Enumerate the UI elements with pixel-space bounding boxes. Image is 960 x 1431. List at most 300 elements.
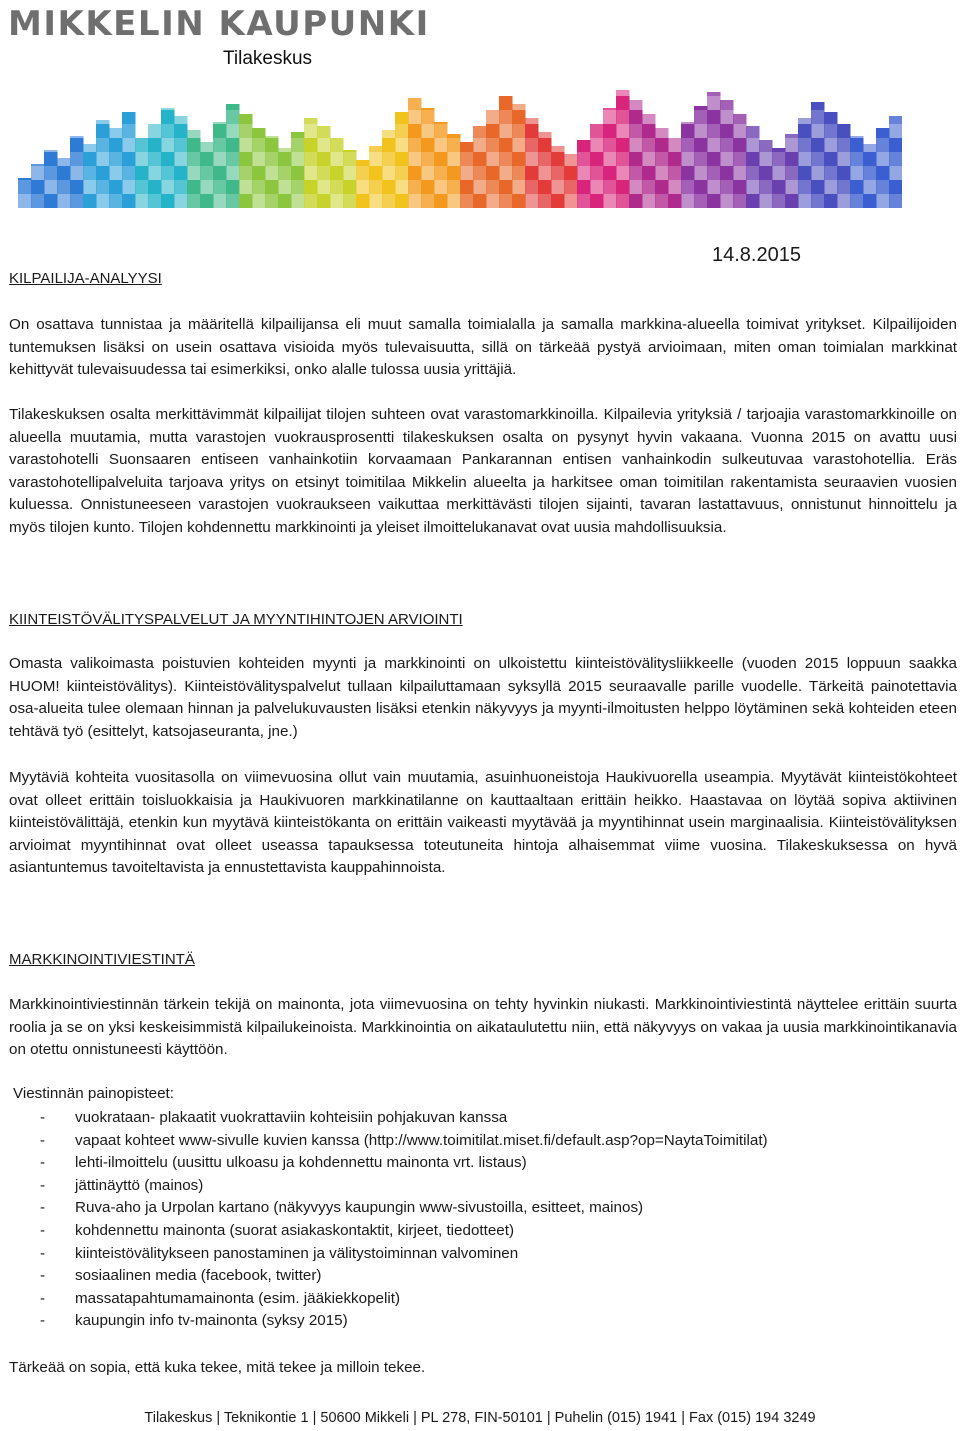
logo-color-bars — [18, 84, 902, 208]
paragraph-sales-prices: Myytäviä kohteita vuositasolla on viimevuosina ollut vain muutamia, asuinhuoneistoja Haukivuorella useampia. Myytävät kiinteistökohteet ovat olleet erittäin toisluokkaisia ja Haukivuoren markkinatilanne on kauttaaltaan erittäin heikko. Haastavaa on löytää sopiva aktiivinen kiinteistövälittäjä, etenkin kun myytävä kiinteistökanta on erittäin vaikeasti myytävää ja myyntihinnat usein marginaalisia. Kiinteistövälityksen arvioimat myyntihinnat ovat olleet useassa tapauksessa toteutuneita hintoja alhaisemmat viime vuosina. Tilakeskuksessa on hyvä asiantuntemus tavoiteltavista ja ennustettavista kauppahinnoista. — [9, 769, 957, 877]
logo-bar-block — [57, 194, 71, 208]
logo-bar-block — [421, 152, 435, 166]
logo-bar-block — [785, 194, 799, 208]
logo-bar-block — [577, 166, 591, 180]
logo-bar-block — [317, 152, 331, 166]
logo-bar-block — [96, 138, 110, 152]
logo-bar-block — [174, 166, 188, 180]
logo-bar-block — [733, 152, 747, 166]
logo-bar-block — [837, 152, 851, 166]
logo-bar-block — [213, 180, 227, 194]
paragraph-outsourced-sales: Omasta valikoimasta poistuvien kohteiden myynti ja markkinointi on ulkoistettu kiinteistövälitysliikkeelle (vuoden 2015 loppuun saakka HUOM! kiinteistövälitys). Kiinteistövälityspalvelut tullaan kilpailuttamaan syksyllä 2015 seuraavalle parille vuodelle. Tärkeitä painotettavia osa-alueita tulee olemaan hinnan ja palvelukuvausten lisäksi etenkin näkyvyys ja myynti-ilmoitusten helppo löytäminen sekä kohteiden eteen tehtävä työ (esittelyt, katsojaseuranta, jne.) — [9, 655, 957, 740]
logo-bar-block — [187, 166, 201, 180]
logo-bar-block — [148, 138, 162, 152]
logo-bar-block — [616, 124, 630, 138]
logo-bar-block — [343, 150, 357, 152]
logo-bar-block — [317, 180, 331, 194]
logo-bar-block — [525, 194, 539, 208]
logo-bar-block — [720, 124, 734, 138]
logo-bar-block — [265, 166, 279, 180]
logo-bar-block — [44, 194, 58, 208]
logo-bar-block — [122, 180, 136, 194]
logo-bar-block — [473, 126, 487, 138]
logo-bar-block — [681, 166, 695, 180]
logo-bar-block — [70, 138, 84, 152]
logo-bar-block — [499, 124, 513, 138]
logo-bar-block — [187, 130, 201, 138]
logo-bar-block — [83, 180, 97, 194]
logo-bar-block — [538, 180, 552, 194]
logo-bar-block — [356, 180, 370, 194]
logo-bar-block — [538, 132, 552, 138]
dash-marker: - — [40, 1154, 46, 1172]
logo-bar-block — [161, 124, 175, 138]
logo-bar-block — [850, 152, 864, 166]
logo-bar-block — [148, 180, 162, 194]
logo-bar-block — [616, 152, 630, 166]
logo-bar-block — [486, 110, 500, 124]
logo-bar-block — [512, 180, 526, 194]
logo-bar-block — [798, 138, 812, 152]
logo-bar-block — [187, 180, 201, 194]
logo-bar-block — [798, 194, 812, 208]
logo-bar-block — [681, 124, 695, 138]
logo-bar-block — [512, 138, 526, 152]
logo-bar-block — [629, 166, 643, 180]
logo-bar-block — [733, 180, 747, 194]
logo-bar-block — [291, 180, 305, 194]
logo-bar-block — [759, 180, 773, 194]
logo-bar-block — [759, 166, 773, 180]
logo-bar-block — [564, 180, 578, 194]
logo-bar-block — [564, 194, 578, 208]
logo-bar-block — [278, 166, 292, 180]
logo-bar-block — [304, 180, 318, 194]
logo-bar-block — [824, 124, 838, 138]
logo-bar-block — [135, 194, 149, 208]
logo-bar-block — [369, 152, 383, 166]
logo-bar-block — [226, 104, 240, 110]
logo-bar-block — [642, 180, 656, 194]
logo-bar-block — [265, 136, 279, 138]
logo-bar-block — [278, 148, 292, 152]
logo-bar-block — [629, 180, 643, 194]
logo-bar-block — [265, 180, 279, 194]
logo-bar-block — [889, 116, 902, 124]
logo-bar-block — [720, 100, 734, 110]
logo-bar-block — [876, 194, 890, 208]
logo-bar-block — [811, 124, 825, 138]
logo-bar-block — [655, 138, 669, 152]
logo-bar-block — [837, 194, 851, 208]
logo-bar-block — [499, 194, 513, 208]
communication-focus-list — [40, 1107, 768, 1333]
logo-bar-block — [421, 166, 435, 180]
logo-bar-block — [707, 152, 721, 166]
logo-bar-block — [447, 166, 461, 180]
logo-bar-block — [759, 152, 773, 166]
logo-bar-block — [824, 180, 838, 194]
logo-bar-block — [460, 180, 474, 194]
logo-bar-block — [96, 124, 110, 138]
logo-bar-block — [629, 138, 643, 152]
logo-bar-block — [486, 166, 500, 180]
logo-bar-block — [109, 180, 123, 194]
logo-bar-block — [707, 92, 721, 96]
logo-bar-block — [668, 180, 682, 194]
logo-bar-block — [720, 152, 734, 166]
logo-bar-block — [31, 166, 45, 180]
logo-bar-block — [473, 152, 487, 166]
logo-bar-block — [408, 124, 422, 138]
logo-bar-block — [616, 180, 630, 194]
logo-bar-block — [512, 166, 526, 180]
dash-marker: - — [40, 1199, 46, 1217]
logo-bar-block — [629, 100, 643, 110]
logo-bar-block — [590, 124, 604, 138]
logo-bar-block — [551, 180, 565, 194]
logo-bar-block — [655, 194, 669, 208]
logo-bar-block — [174, 124, 188, 138]
logo-bar-block — [395, 124, 409, 138]
logo-bar-block — [330, 152, 344, 166]
logo-bar-block — [161, 108, 175, 110]
logo-bar-block — [382, 138, 396, 152]
dash-marker: - — [40, 1267, 46, 1285]
logo-bar-block — [239, 124, 253, 138]
list-item — [40, 1197, 768, 1220]
logo-bar-block — [811, 152, 825, 166]
logo-bar-block — [395, 180, 409, 194]
logo-bar-block — [44, 166, 58, 180]
logo-bar-block — [460, 142, 474, 152]
logo-bar-block — [772, 194, 786, 208]
logo-bar-block — [889, 194, 902, 208]
logo-bar-block — [161, 152, 175, 166]
logo-bar-block — [317, 166, 331, 180]
logo-bar-block — [486, 152, 500, 166]
logo-bar-block — [577, 180, 591, 194]
logo-bar-block — [824, 112, 838, 124]
logo-bar-block — [486, 138, 500, 152]
logo-bar-block — [499, 166, 513, 180]
logo-bar-block — [824, 152, 838, 166]
logo-bar-block — [252, 128, 266, 138]
logo-bar-block — [161, 166, 175, 180]
logo-bar-block — [889, 152, 902, 166]
logo-bar-block — [746, 194, 760, 208]
logo-bar-block — [785, 180, 799, 194]
logo-bar-block — [642, 194, 656, 208]
logo-bar-block — [512, 194, 526, 208]
document-date: 14.8.2015 — [712, 244, 801, 266]
logo-bar-block — [252, 152, 266, 166]
logo-bar-block — [798, 118, 812, 124]
logo-bar-block — [525, 180, 539, 194]
logo-bar-block — [811, 138, 825, 152]
logo-bar-block — [551, 194, 565, 208]
logo-bar-block — [707, 180, 721, 194]
logo-bar-block — [330, 166, 344, 180]
logo-bar-block — [291, 132, 305, 138]
logo-bar-block — [694, 124, 708, 138]
logo-bar-block — [200, 166, 214, 180]
logo-bar-block — [681, 194, 695, 208]
logo-bar-block — [213, 122, 227, 124]
logo-bar-block — [317, 138, 331, 152]
logo-bar-block — [109, 138, 123, 152]
logo-bar-block — [538, 138, 552, 152]
logo-bar-block — [421, 194, 435, 208]
logo-bar-block — [694, 110, 708, 124]
logo-bar-block — [83, 194, 97, 208]
logo-bar-block — [122, 112, 136, 124]
logo-bar-block — [447, 138, 461, 152]
logo-bar-block — [356, 194, 370, 208]
logo-bar-block — [603, 152, 617, 166]
logo-bar-block — [434, 124, 448, 138]
logo-bar-block — [148, 166, 162, 180]
logo-bar-block — [304, 138, 318, 152]
logo-bar-block — [460, 152, 474, 166]
logo-bar-block — [746, 126, 760, 138]
logo-bar-block — [629, 110, 643, 124]
logo-bar-block — [265, 194, 279, 208]
logo-bar-block — [707, 96, 721, 110]
logo-bar-block — [733, 124, 747, 138]
logo-bar-block — [343, 194, 357, 208]
logo-bar-block — [889, 138, 902, 152]
logo-bar-block — [135, 166, 149, 180]
list-item-text: massatapahtumamainonta (esim. jääkiekkopelit) — [75, 1289, 400, 1307]
logo-bar-block — [785, 138, 799, 152]
logo-bar-block — [642, 114, 656, 124]
list-item — [40, 1130, 768, 1153]
logo-bar-block — [629, 194, 643, 208]
logo-bar-block — [707, 166, 721, 180]
logo-bar-block — [772, 152, 786, 166]
logo-bar-block — [811, 102, 825, 110]
logo-bar-block — [616, 90, 630, 96]
logo-bar-block — [811, 110, 825, 124]
logo-bar-block — [668, 138, 682, 152]
unit-name: Tilakeskus — [223, 48, 313, 69]
logo-bar-block — [473, 166, 487, 180]
logo-bar-block — [278, 152, 292, 166]
logo-bar-block — [57, 158, 71, 166]
logo-bar-block — [863, 166, 877, 180]
logo-bar-block — [681, 138, 695, 152]
logo-bar-block — [785, 166, 799, 180]
logo-bar-block — [876, 128, 890, 138]
logo-bar-block — [226, 124, 240, 138]
logo-bar-block — [863, 152, 877, 166]
logo-bar-block — [889, 180, 902, 194]
logo-bar-block — [824, 166, 838, 180]
logo-bar-block — [538, 166, 552, 180]
logo-bar-block — [655, 128, 669, 138]
logo-bar-block — [317, 126, 331, 138]
logo-bar-block — [876, 166, 890, 180]
list-item — [40, 1310, 768, 1333]
logo-bar-block — [395, 152, 409, 166]
logo-bar-block — [512, 152, 526, 166]
list-item-text: kohdennettu mainonta (suorat asiakaskontaktit, kirjeet, tiedotteet) — [75, 1221, 514, 1239]
heading-competitor-analysis: KILPAILIJA-ANALYYSI — [9, 270, 162, 287]
logo-bar-block — [759, 140, 773, 152]
logo-bar-block — [863, 180, 877, 194]
logo-bar-block — [252, 194, 266, 208]
logo-bar-block — [733, 138, 747, 152]
logo-bar-block — [109, 194, 123, 208]
logo-bar-block — [83, 144, 97, 152]
logo-bar-block — [434, 194, 448, 208]
logo-bar-block — [616, 110, 630, 124]
logo-bar-block — [707, 124, 721, 138]
logo-wordmark: MIKKELIN KAUPUNKI — [8, 4, 430, 44]
logo-bar-block — [291, 166, 305, 180]
logo-bar-block — [226, 166, 240, 180]
logo-bar-block — [616, 96, 630, 110]
logo-bar-block — [317, 194, 331, 208]
logo-bar-block — [473, 180, 487, 194]
logo-bar-block — [252, 180, 266, 194]
logo-bar-block — [226, 194, 240, 208]
logo-bar-block — [499, 96, 513, 110]
logo-bar-block — [187, 194, 201, 208]
logo-bar-block — [434, 152, 448, 166]
logo-bar-block — [408, 110, 422, 124]
logo-bar-block — [148, 194, 162, 208]
logo-bar-block — [382, 166, 396, 180]
logo-bar-block — [616, 166, 630, 180]
logo-bar-block — [291, 152, 305, 166]
logo-bar-block — [161, 138, 175, 152]
logo-bar-block — [291, 138, 305, 152]
logo-bar-block — [616, 138, 630, 152]
logo-bar-block — [213, 166, 227, 180]
paragraph-marketing: Markkinointiviestinnän tärkein tekijä on mainonta, jota viimevuosina on tehty hyvinkin niukasti. Markkinointiviestintä näyttelee erittäin suurta roolia ja se on yksi keskeisimmistä kilpailukeinoista. Markkinointia on aikataulutettu niin, että näkyvyys on vakaa ja uusia markkinointikanavia on otettu onnistuneesti käyttöön. — [9, 996, 957, 1059]
logo-bar-block — [109, 166, 123, 180]
logo-bar-block — [161, 194, 175, 208]
logo-bar-block — [200, 180, 214, 194]
logo-bar-block — [278, 180, 292, 194]
logo-bar-block — [668, 194, 682, 208]
logo-bar-block — [538, 194, 552, 208]
logo-bar-block — [551, 146, 565, 152]
dash-marker: - — [40, 1312, 46, 1330]
logo-bar-block — [590, 166, 604, 180]
logo-bar-block — [174, 152, 188, 166]
logo-bar-block — [837, 138, 851, 152]
logo-bar-block — [668, 152, 682, 166]
paragraph-storage-market: Tilakeskuksen osalta merkittävimmät kilpailijat tilojen suhteen ovat varastomarkkinoilla. Kilpailevia yrityksiä / tarjoajia varastomarkkinoille on alueella muutamia, mutta varastojen vuokrausprosentti tilakeskuksen osalta on pysynyt hyvin vakaana. Vuonna 2015 on avattu uusi varastohotelli Suonsaaren entiseen vanhainkotiin korvaamaan Pankarannan entisen vanhainkodin sulkeutuvaa varastohotellia. Eräs varastohotellipalveluita tarjoava yritys on etsinyt toimitilaa Mikkelin alueelta ja harkitsee oman toimitilan rakentamista seuraavien vuosien kuluessa. Onnistuneeseen varastojen vuokraukseen vaikuttaa merkittävästi tilojen sijainti, tavaran lastattavuus, onnistunut hinnoittelu ja myös tilojen kunto. Tilojen kohdennettu markkinointi ja yleiset ilmoittelukanavat ovat uusia mahdollisuuksia. — [9, 406, 957, 536]
logo-bar-block — [707, 194, 721, 208]
logo-bar-block — [499, 110, 513, 124]
dash-marker: - — [40, 1244, 46, 1262]
logo-bar-block — [343, 166, 357, 180]
logo-bar-block — [551, 152, 565, 166]
logo-bar-block — [265, 152, 279, 166]
heading-real-estate-services: KIINTEISTÖVÄLITYSPALVELUT JA MYYNTIHINTOJEN ARVIOINTI — [9, 611, 463, 628]
logo-bar-block — [850, 136, 864, 138]
logo-bar-block — [629, 124, 643, 138]
logo-bar-block — [811, 194, 825, 208]
logo-bar-block — [252, 166, 266, 180]
logo-bar-block — [70, 152, 84, 166]
logo-bar-block — [408, 152, 422, 166]
logo-bar-block — [720, 194, 734, 208]
logo-bar-block — [304, 152, 318, 166]
logo-bar-block — [850, 166, 864, 180]
paragraph-competitors-intro: On osattava tunnistaa ja määritellä kilpailijansa eli muut samalla toimialalla ja samalla markkina-alueella toimivat yritykset. Kilpailijoiden tuntemuksen lisäksi on usein osattava visioida myös tulevaisuutta, sillä on tärkeää pystyä arvioimaan, miten oman toimialan markkinat kehittyvät tulevaisuudessa tai esimerkiksi, onko alalle tulossa uusia yrittäjiä. — [9, 316, 957, 379]
logo-bar-block — [772, 180, 786, 194]
logo-bar-block — [694, 166, 708, 180]
list-item-text: vuokrataan- plakaatit vuokrattaviin kohteisiin pohjakuvan kanssa — [75, 1109, 508, 1126]
logo-bar-block — [447, 134, 461, 138]
logo-bar-block — [837, 180, 851, 194]
logo-bar-block — [265, 138, 279, 152]
logo-bar-block — [421, 110, 435, 124]
logo-bar-block — [382, 130, 396, 138]
logo-bar-block — [655, 180, 669, 194]
logo-bar-block — [564, 154, 578, 166]
logo-bar-block — [863, 194, 877, 208]
logo-bar-block — [720, 180, 734, 194]
logo-bar-block — [421, 138, 435, 152]
logo-bar-block — [629, 152, 643, 166]
logo-bar-block — [889, 124, 902, 138]
logo-bar-block — [434, 180, 448, 194]
logo-bar-block — [226, 180, 240, 194]
logo-bar-block — [889, 166, 902, 180]
logo-bar-block — [603, 194, 617, 208]
logo-bar-block — [525, 138, 539, 152]
logo-bar-block — [291, 194, 305, 208]
logo-bar-block — [213, 138, 227, 152]
logo-bar-block — [161, 180, 175, 194]
logo-bar-block — [512, 124, 526, 138]
logo-bar-block — [577, 194, 591, 208]
logo-bar-block — [31, 194, 45, 208]
logo-bar-block — [642, 124, 656, 138]
logo-bar-block — [603, 124, 617, 138]
logo-bar-block — [369, 166, 383, 180]
logo-bar-block — [759, 194, 773, 208]
logo-bar-block — [31, 164, 45, 166]
logo-bar-block — [837, 166, 851, 180]
logo-bar-block — [655, 166, 669, 180]
logo-bar-block — [187, 152, 201, 166]
logo-bar-block — [694, 106, 708, 110]
logo-bar-block — [70, 166, 84, 180]
logo-bar-block — [733, 166, 747, 180]
logo-bar-block — [109, 152, 123, 166]
logo-bar-block — [96, 166, 110, 180]
logo-bar-block — [226, 138, 240, 152]
logo-bar-block — [876, 180, 890, 194]
logo-bar-block — [44, 180, 58, 194]
logo-bar-block — [746, 180, 760, 194]
logo-bar-block — [603, 166, 617, 180]
logo-bar-block — [122, 124, 136, 138]
logo-bar-block — [798, 124, 812, 138]
logo-bar-block — [603, 110, 617, 124]
logo-bar-block — [746, 152, 760, 166]
list-item — [40, 1243, 768, 1266]
logo-bar-block — [434, 166, 448, 180]
logo-bar-block — [304, 194, 318, 208]
